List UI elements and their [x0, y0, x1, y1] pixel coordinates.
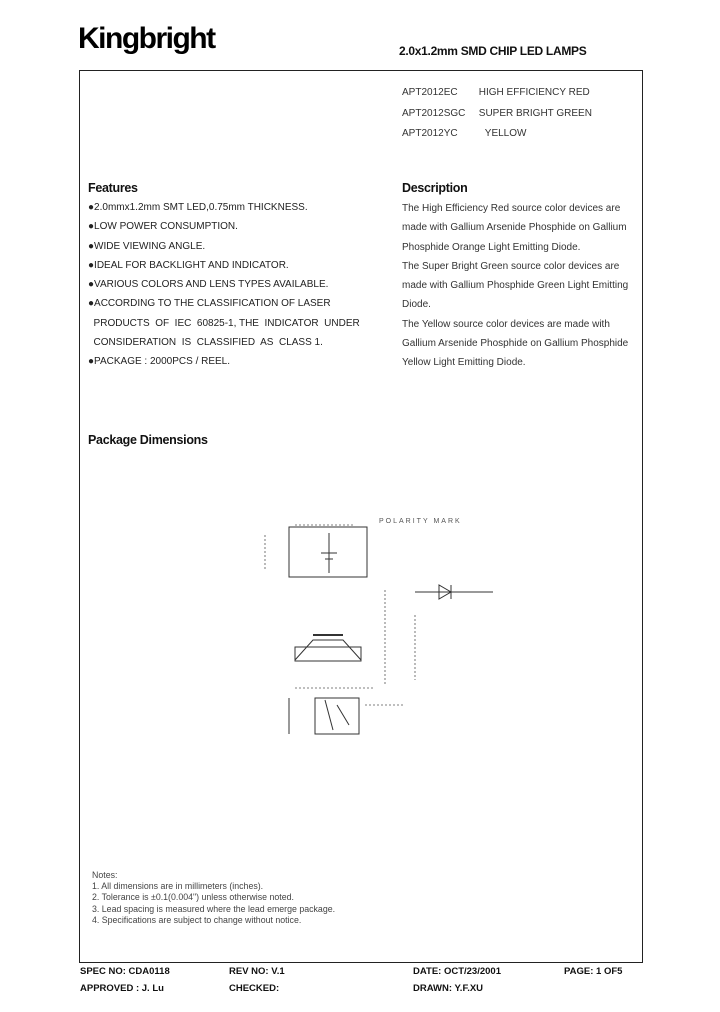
- note-item: 1. All dimensions are in millimeters (inches).: [92, 881, 264, 892]
- description-line: The High Efficiency Red source color devices are: [402, 203, 621, 214]
- part-number: APT2012SGC: [402, 108, 466, 119]
- part-row: [402, 87, 590, 98]
- notes-heading: Notes:: [92, 870, 118, 880]
- part-color: SUPER BRIGHT GREEN: [478, 108, 592, 119]
- approved-by: APPROVED : J. Lu: [80, 983, 164, 994]
- description-line: made with Gallium Phosphide Green Light Emitting: [402, 280, 629, 292]
- package-dimensions-drawing: [255, 505, 505, 745]
- feature-item: CONSIDERATION IS CLASSIFIED AS CLASS 1.: [88, 337, 323, 349]
- part-color: YELLOW: [484, 128, 527, 139]
- feature-item: ●VARIOUS COLORS AND LENS TYPES AVAILABLE.: [88, 279, 329, 291]
- part-number: APT2012YC: [402, 128, 458, 139]
- description-line: The Yellow source color devices are made with: [402, 318, 610, 330]
- checked-by: CHECKED:: [229, 983, 280, 994]
- revision-number: REV NO: V.1: [229, 966, 285, 977]
- polarity-mark-label: POLARITY MARK: [379, 518, 462, 525]
- side-view-lens: [295, 640, 361, 660]
- package-dimensions-heading: Package Dimensions: [88, 433, 208, 447]
- feature-item: ●LOW POWER CONSUMPTION.: [88, 221, 238, 233]
- note-item: 3. Lead spacing is measured where the lead emerge package.: [92, 903, 336, 914]
- description-line: made with Gallium Arsenide Phosphide on Gallium: [402, 222, 627, 234]
- feature-item: ●PACKAGE : 2000PCS / REEL.: [88, 356, 231, 368]
- brand-logo: Kingbright: [78, 22, 215, 55]
- bottom-view-outline: [315, 698, 359, 734]
- features-list: [88, 198, 368, 372]
- note-item: 2. Tolerance is ±0.1(0.004") unless otherwise noted.: [92, 892, 294, 903]
- part-color: HIGH EFFICIENCY RED: [478, 87, 590, 98]
- description-line: Yellow Light Emitting Diode.: [402, 357, 526, 369]
- description-text: [402, 199, 627, 373]
- description-heading: Description: [402, 181, 468, 195]
- feature-item: ●IDEAL FOR BACKLIGHT AND INDICATOR.: [88, 259, 289, 271]
- features-heading: Features: [88, 181, 138, 195]
- document-date: DATE: OCT/23/2001: [413, 966, 501, 977]
- drawn-by: DRAWN: Y.F.XU: [413, 983, 484, 994]
- notes: [92, 870, 335, 926]
- description-line: Diode.: [402, 299, 431, 311]
- part-number: APT2012EC: [402, 87, 458, 98]
- description-line: The Super Bright Green source color devices are: [402, 260, 620, 272]
- part-row: [402, 108, 592, 119]
- feature-item: ●2.0mmx1.2mm SMT LED,0.75mm THICKNESS.: [88, 202, 308, 213]
- note-item: 4. Specifications are subject to change without notice.: [92, 914, 302, 925]
- description-line: Phosphide Orange Light Emitting Diode.: [402, 241, 581, 253]
- page-number: PAGE: 1 OF5: [564, 966, 623, 977]
- feature-item: PRODUCTS OF IEC 60825-1, THE INDICATOR UNDER: [88, 317, 360, 329]
- part-row: [402, 128, 526, 139]
- document-title: 2.0x1.2mm SMD CHIP LED LAMPS: [399, 44, 587, 58]
- spec-number: SPEC NO: CDA0118: [80, 966, 170, 977]
- top-view-outline: [289, 527, 367, 577]
- feature-item: ●WIDE VIEWING ANGLE.: [88, 240, 206, 252]
- description-line: Gallium Arsenide Phosphide on Gallium Phosphide: [402, 338, 629, 350]
- feature-item: ●ACCORDING TO THE CLASSIFICATION OF LASER: [88, 298, 331, 310]
